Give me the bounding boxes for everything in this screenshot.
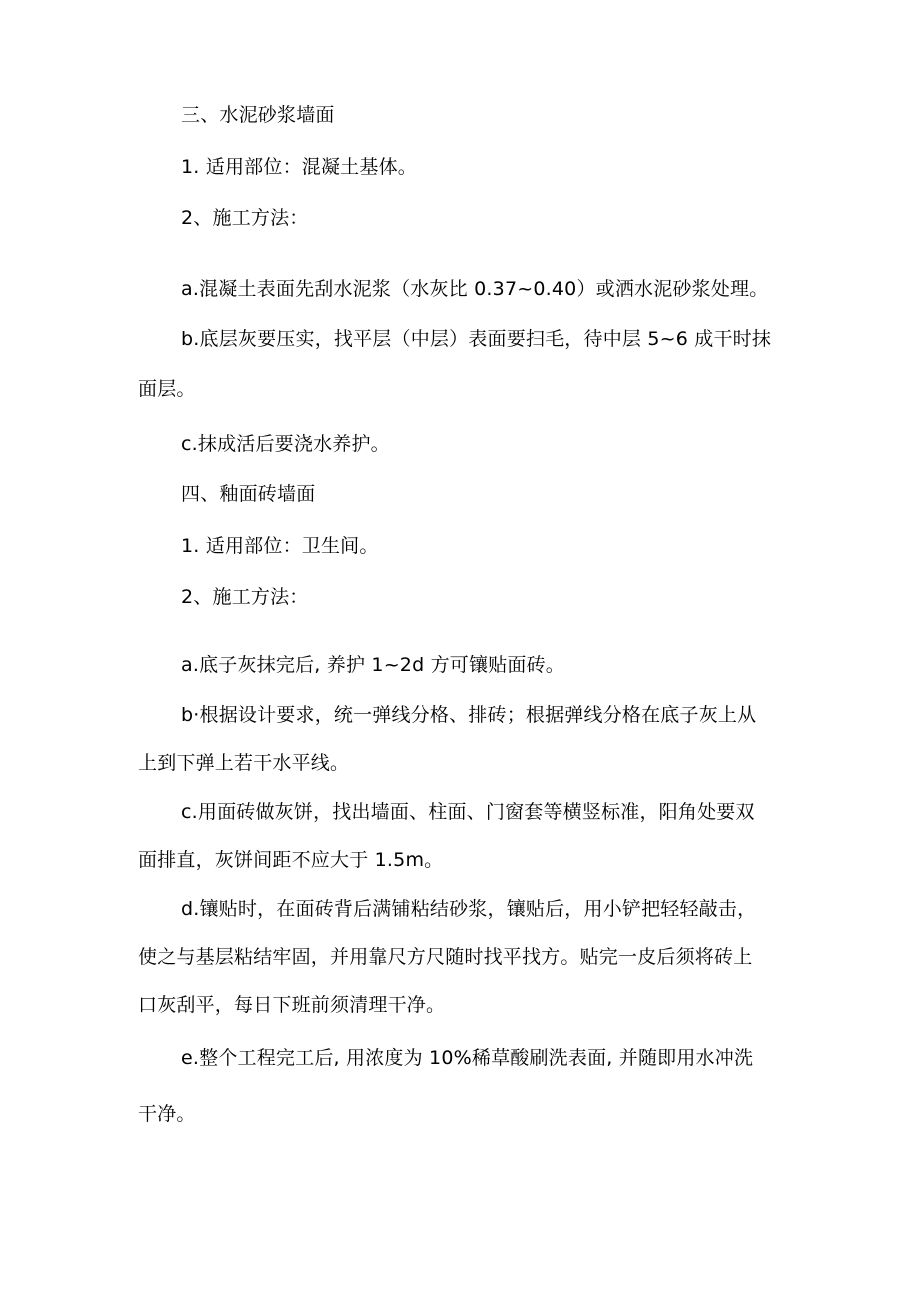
section4-item-d-line1: d.镶贴时，在面砖背后满铺粘结砂浆，镶贴后，用小铲把轻轻敲击， <box>181 898 757 920</box>
section4-item-c-line2: 面排直，灰饼间距不应大于 1.5m。 <box>138 849 444 871</box>
section3-heading: 三、水泥砂浆墙面 <box>181 104 335 126</box>
section4-item-b-line1: b·根据设计要求，统一弹线分格、排砖；根据弹线分格在底子灰上从 <box>181 704 757 726</box>
section3-item-b-line2: 面层。 <box>138 378 196 400</box>
section4-item-e-line2: 干净。 <box>138 1103 196 1125</box>
section4-scope: 1. 适用部位：卫生间。 <box>181 535 379 557</box>
section4-item-d-line2: 使之与基层粘结牢固，并用靠尺方尺随时找平找方。贴完一皮后须将砖上 <box>138 946 753 968</box>
section3-item-c: c.抹成活后要浇水养护。 <box>181 433 390 455</box>
section4-item-c-line1: c.用面砖做灰饼，找出墙面、柱面、门窗套等横竖标准，阳角处要双 <box>181 801 755 823</box>
section4-item-b-line2: 上到下弹上若干水平线。 <box>138 752 350 774</box>
section4-item-d-line3: 口灰刮平，每日下班前须清理干净。 <box>138 994 446 1016</box>
section3-scope: 1. 适用部位：混凝土基体。 <box>181 156 417 178</box>
section4-method-heading: 2、施工方法： <box>181 586 309 608</box>
section3-item-b-line1: b.底层灰要压实，找平层（中层）表面要扫毛，待中层 5~6 成干时抹 <box>181 328 772 350</box>
section3-method-heading: 2、施工方法： <box>181 207 309 229</box>
section4-item-e-line1: e.整个工程完工后, 用浓度为 10%稀草酸刷洗表面, 并随即用水冲洗 <box>181 1047 754 1069</box>
section4-item-a: a.底子灰抹完后, 养护 1~2d 方可镶贴面砖。 <box>181 654 565 676</box>
section4-heading: 四、釉面砖墙面 <box>181 483 316 505</box>
section3-item-a: a.混凝土表面先刮水泥浆（水灰比 0.37~0.40）或洒水泥砂浆处理。 <box>181 278 769 300</box>
